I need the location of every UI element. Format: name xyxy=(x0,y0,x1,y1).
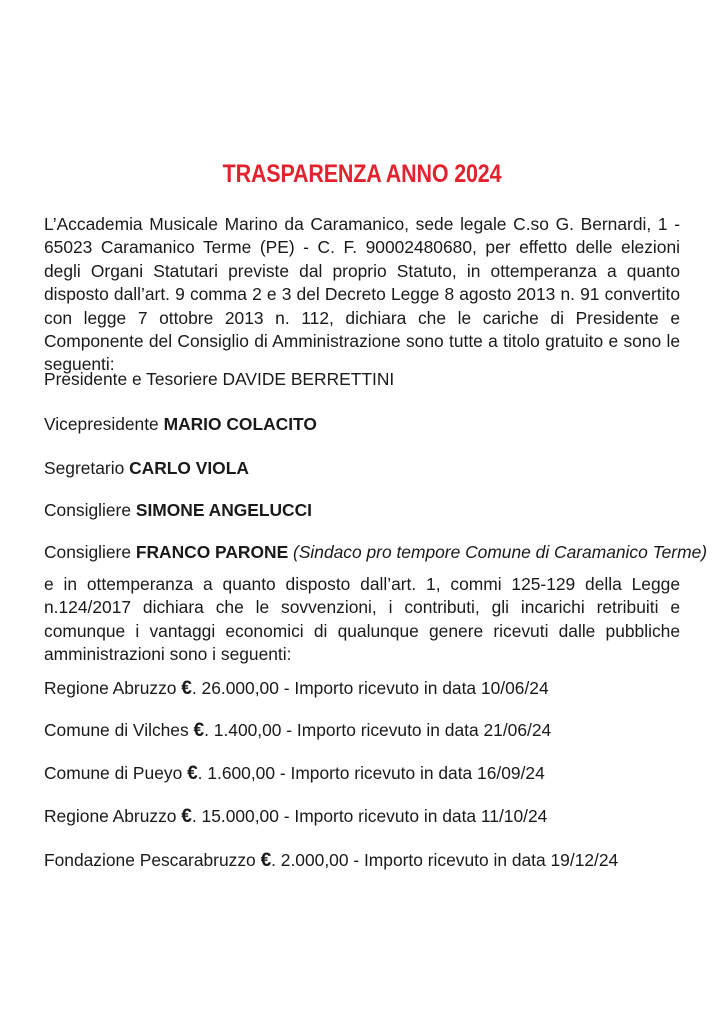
funding-received: - Importo ricevuto in data 11/10/24 xyxy=(278,806,548,826)
funding-amount: . 2.000,00 xyxy=(271,850,349,870)
funding-paragraph: e in ottemperanza a quanto disposto dall’art. 1, commi 125-129 della Legge n.124/2017 dichiara che le sovvenzioni, i contributi, gli incarichi retribuiti e comunque i vantaggi economici di qualunque genere ricevuti dalle pubbliche amministrazioni sono i seguenti: xyxy=(44,574,680,665)
funding-source: Regione Abruzzo xyxy=(44,806,177,826)
euro-symbol: € xyxy=(181,678,192,699)
officer-line-vicepresident xyxy=(44,413,694,436)
funding-amount: . 15.000,00 xyxy=(191,806,279,826)
funding-source: Comune di Vilches xyxy=(44,720,189,740)
page-title: TRASPARENZA ANNO 2024 xyxy=(222,160,502,188)
funding-source: Fondazione Pescarabruzzo xyxy=(44,850,256,870)
funding-source: Regione Abruzzo xyxy=(44,678,177,698)
officer-line-secretary xyxy=(44,457,694,480)
funding-line xyxy=(44,762,694,785)
officer-line-councillor-2 xyxy=(44,541,708,564)
funding-amount: . 1.400,00 xyxy=(204,720,282,740)
euro-symbol: € xyxy=(181,806,192,827)
funding-received: - Importo ricevuto in data 19/12/24 xyxy=(348,850,619,870)
euro-symbol: € xyxy=(260,850,272,871)
funding-received: - Importo ricevuto in data 21/06/24 xyxy=(281,720,552,740)
officer-name: SIMONE ANGELUCCI xyxy=(135,500,313,520)
funding-amount: . 26.000,00 xyxy=(191,678,279,698)
officer-name: CARLO VIOLA xyxy=(129,458,249,478)
funding-line xyxy=(44,719,694,742)
euro-symbol: € xyxy=(193,720,205,741)
officer-role: Vicepresidente xyxy=(44,414,159,434)
intro-paragraph: L’Accademia Musicale Marino da Caramanico, sede legale C.so G. Bernardi, 1 - 65023 Caramanico Terme (PE) - C. F. 90002480680, per effetto delle elezioni degli Organi Statutari previste dal proprio Statuto, in ottemperanza a quanto disposto dall’art. 9 comma 2 e 3 del Decreto Legge 8 agosto 2013 n. 91 convertito con legge 7 ottobre 2013 n. 112, dichiara che le cariche di Presidente e Componente del Consiglio di Amministrazione sono tutte a titolo gratuito e sono le seguenti: xyxy=(44,214,680,375)
officer-role: Consigliere xyxy=(44,500,131,520)
officer-line-councillor-1 xyxy=(44,499,694,522)
funding-line xyxy=(44,849,694,872)
officer-note: (Sindaco pro tempore Comune di Caramanico Terme) xyxy=(293,542,708,562)
funding-received: - Importo ricevuto in data 10/06/24 xyxy=(278,678,549,698)
funding-amount: . 1.600,00 xyxy=(197,763,276,783)
funding-line xyxy=(44,677,694,700)
funding-received: - Importo ricevuto in data 16/09/24 xyxy=(275,763,545,783)
officer-line-president xyxy=(44,368,694,391)
officer-role: Segretario xyxy=(44,458,125,478)
funding-line xyxy=(44,805,694,828)
officer-name: MARIO COLACITO xyxy=(163,414,317,434)
euro-symbol: € xyxy=(187,763,198,784)
officer-name: FRANCO PARONE xyxy=(135,542,289,562)
officer-role: Consigliere xyxy=(44,542,131,562)
officer-role: Presidente e Tesoriere xyxy=(44,369,218,389)
funding-source: Comune di Pueyo xyxy=(44,763,183,783)
officer-name: DAVIDE BERRETTINI xyxy=(222,369,395,389)
